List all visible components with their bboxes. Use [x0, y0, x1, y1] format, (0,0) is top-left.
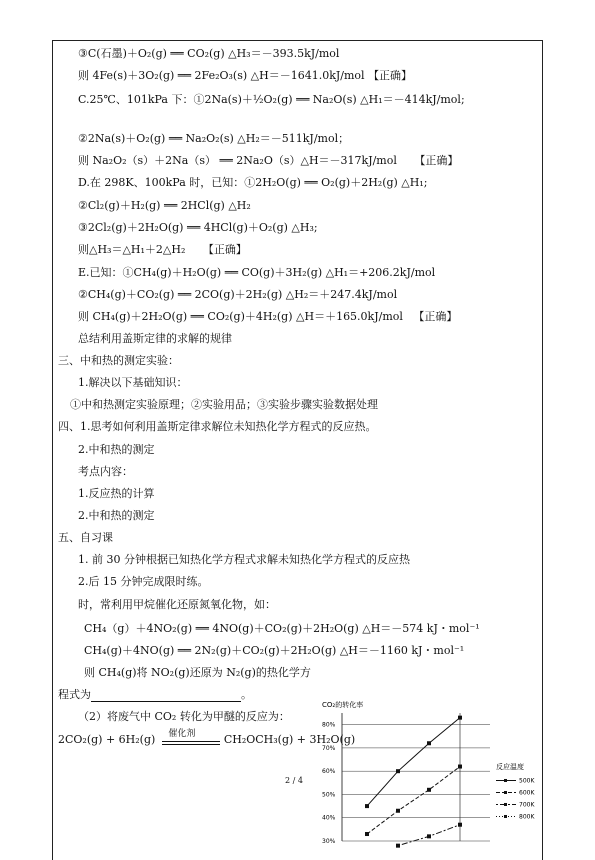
- legend-title: 反应温度: [496, 763, 524, 772]
- section-5-heading: 五、自习课: [58, 531, 113, 544]
- point-1-line: 1.反应热的计算: [78, 487, 155, 500]
- key-points-line: 考点内容：: [78, 465, 133, 478]
- data-point: [396, 769, 400, 773]
- question-line-2-end: 。: [241, 688, 252, 701]
- question-line-2: [58, 688, 252, 702]
- study-1-line: 1. 前 30 分钟根据已知热化学方程式求解未知热化学方程式的反应热: [78, 553, 410, 566]
- legend-label: 600K: [519, 789, 535, 797]
- legend-label: 500K: [519, 777, 535, 785]
- section-3-heading: 三、中和热的测定实验：: [58, 354, 179, 367]
- y-tick-label: 50%: [322, 791, 336, 799]
- study-2-line: 2.后 15 分钟完成限时练。: [78, 575, 209, 588]
- conversion-chart: [320, 695, 542, 845]
- correct-tag-3: 【正确】: [202, 243, 247, 256]
- eq-line-2-text: 则 4Fe(s)＋3O₂(g) ══ 2Fe₂O₃(s) △H＝－1641.0kJ/mol: [78, 69, 365, 82]
- correct-tag-2: 【正确】: [414, 154, 459, 167]
- eq-line-9: [78, 243, 247, 257]
- data-point: [365, 832, 369, 836]
- summary-line: 总结利用盖斯定律的求解的规律: [78, 332, 232, 345]
- data-point: [458, 765, 462, 769]
- eq-line-9-text: 则△H₃＝△H₁＋2△H₂: [78, 243, 186, 256]
- legend-marker: [504, 815, 507, 818]
- eq-line-12: [78, 310, 457, 324]
- data-point: [365, 804, 369, 808]
- legend-label: 700K: [519, 801, 535, 809]
- data-point: [458, 716, 462, 720]
- dme-left: 2CO₂(g) + 6H₂(g): [58, 733, 156, 746]
- data-point: [427, 834, 431, 838]
- eq-line-3: C.25℃、101kPa 下：①2Na(s)＋½O₂(g) ══ Na₂O(s) △H₁＝－414kJ/mol;: [78, 93, 465, 106]
- y-tick-label: 30%: [322, 838, 336, 845]
- eq-line-5: [78, 154, 458, 168]
- y-tick-label: 60%: [322, 768, 336, 776]
- series-line-600K: [367, 767, 460, 834]
- catalyst-label: 催化剂: [168, 729, 196, 739]
- series-line-500K: [367, 718, 460, 806]
- eq-line-11: ②CH₄(g)＋CO₂(g) ══ 2CO(g)＋2H₂(g) △H₂＝＋247.4kJ/mol: [78, 288, 398, 301]
- eq-line-4: ②2Na(s)＋O₂(g) ══ Na₂O₂(s) △H₂＝－511kJ/mol；: [78, 132, 350, 145]
- data-point: [396, 844, 400, 848]
- data-point: [427, 788, 431, 792]
- chart-ylabel: CO₂的转化率: [322, 701, 364, 709]
- y-tick-label: 80%: [322, 721, 336, 729]
- methane-eq-1: CH₄（g）＋4NO₂(g) ══ 4NO(g)＋CO₂(g)＋2H₂O(g) △H＝－574 kJ・mol⁻¹: [84, 622, 480, 635]
- dme-right: CH₂OCH₃(g) + 3H₂O(g): [223, 733, 356, 746]
- legend-marker: [504, 779, 507, 782]
- basic-knowledge-line: 1.解决以下基础知识：: [78, 376, 188, 389]
- chart-svg: [320, 695, 542, 845]
- correct-tag-1: 【正确】: [368, 69, 413, 82]
- dme-intro-line: （2）将废气中 CO₂ 转化为甲醚的反应为：: [78, 710, 290, 723]
- point-2-line: 2.中和热的测定: [78, 509, 155, 522]
- experiment-items-line: ①中和热测定实验原理；②实验用品；③实验步骤实验数据处理: [70, 398, 378, 411]
- data-point: [427, 741, 431, 745]
- eq-line-12-text: 则 CH₄(g)＋2H₂O(g) ══ CO₂(g)＋4H₂(g) △H＝＋165.0kJ/mol: [78, 310, 403, 323]
- legend-label: 800K: [519, 813, 535, 821]
- answer-blank: [91, 690, 241, 702]
- eq-line-7: ②Cl₂(g)＋H₂(g) ══ 2HCl(g) △H₂: [78, 199, 251, 212]
- correct-tag-4: 【正确】: [413, 310, 458, 323]
- data-point: [458, 823, 462, 827]
- eq-line-8: ③2Cl₂(g)＋2H₂O(g) ══ 4HCl(g)＋O₂(g) △H₃;: [78, 221, 318, 234]
- dme-equation: [58, 729, 356, 747]
- neutralization-line: 2.中和热的测定: [78, 443, 155, 456]
- question-line-1: 则 CH₄(g)将 NO₂(g)还原为 N₂(g)的热化学方: [84, 666, 311, 679]
- eq-line-10: E.已知：①CH₄(g)＋H₂O(g) ══ CO(g)＋3H₂(g) △H₁＝+206.2kJ/mol: [78, 266, 436, 279]
- legend-marker: [504, 791, 507, 794]
- y-tick-label: 40%: [322, 814, 336, 822]
- eq-line-1: ③C(石墨)＋O₂(g) ══ CO₂(g) △H₃＝－393.5kJ/mol: [78, 47, 340, 60]
- data-point: [396, 809, 400, 813]
- y-tick-label: 70%: [322, 744, 336, 752]
- eq-line-2: [78, 69, 412, 83]
- catalyst-arrow: [162, 729, 220, 747]
- question-line-2-text: 程式为: [58, 688, 91, 701]
- page-number: 2 / 4: [285, 776, 303, 785]
- legend-marker: [504, 803, 507, 806]
- methane-intro-line: 时，常利用甲烷催化还原氮氧化物，如：: [78, 598, 276, 611]
- section-4-heading: 四、1.思考如何利用盖斯定律求解位未知热化学方程式的反应热。: [58, 420, 377, 433]
- methane-eq-2: CH₄(g)＋4NO(g) ══ 2N₂(g)＋CO₂(g)＋2H₂O(g) △H＝－1160 kJ・mol⁻¹: [84, 644, 465, 657]
- eq-line-6: D.在 298K、100kPa 时，已知：①2H₂O(g) ══ O₂(g)＋2H₂(g) △H₁;: [78, 176, 428, 189]
- eq-line-5-text: 则 Na₂O₂（s）＋2Na（s） ══ 2Na₂O（s）△H＝－317kJ/mol: [78, 154, 397, 167]
